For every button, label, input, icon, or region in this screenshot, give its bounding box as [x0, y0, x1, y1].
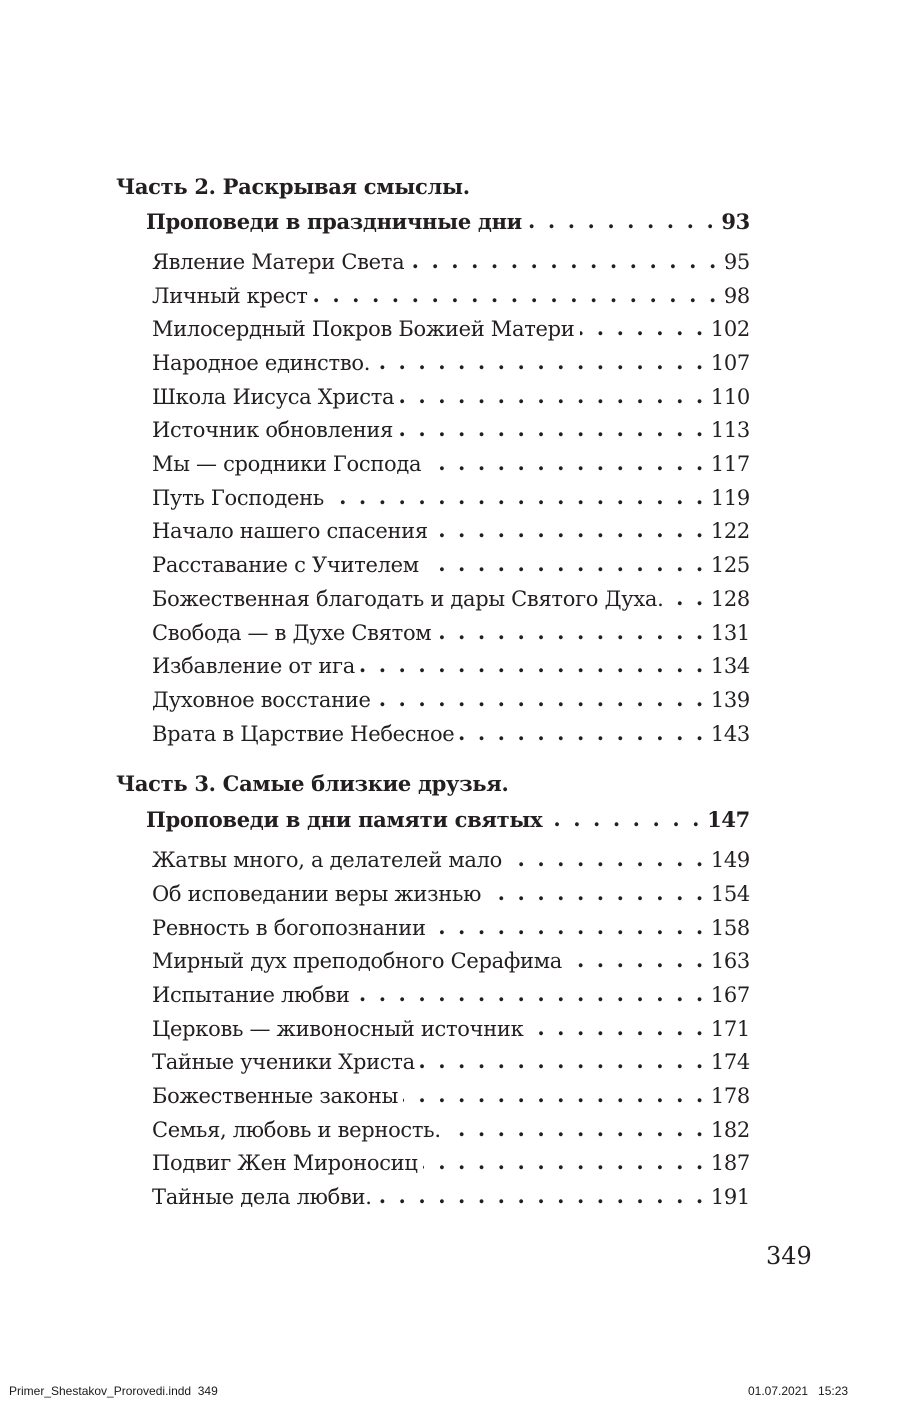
toc-entry-label: Школа Иисуса Христа	[152, 385, 395, 409]
dot-leader	[580, 315, 706, 336]
toc-entry[interactable]	[152, 484, 750, 510]
dot-leader	[360, 652, 706, 673]
dot-leader	[433, 517, 706, 538]
dot-leader	[446, 1116, 706, 1137]
dot-leader	[313, 282, 719, 303]
toc-entry-label: Проповеди в праздничные дни	[146, 209, 522, 234]
print-slug-filename: Primer_Shestakov_Prorovedi.indd 349	[9, 1384, 218, 1398]
toc-entry-label: Мы — сродники Господа	[152, 452, 422, 476]
dot-leader	[486, 880, 706, 901]
toc-entry[interactable]	[152, 914, 750, 940]
toc-entry[interactable]	[152, 619, 750, 645]
toc-entry-label: Ревность в богопознании	[152, 916, 426, 940]
dot-leader	[377, 1183, 706, 1204]
toc-entry-label: Источник обновления	[152, 418, 394, 442]
toc-entry[interactable]	[152, 416, 750, 442]
toc-entry[interactable]	[152, 846, 750, 872]
toc-entry[interactable]	[152, 585, 750, 611]
toc-entry-page: 143	[710, 722, 750, 746]
toc-entry-page: 191	[710, 1185, 750, 1209]
toc-entry-label: Явление Матери Света	[152, 250, 405, 274]
toc-entry-page: 95	[723, 250, 750, 274]
dot-leader	[668, 585, 705, 606]
toc-entry[interactable]	[152, 1015, 750, 1041]
toc-entry-page: 174	[710, 1050, 750, 1074]
toc-entry-label: Путь Господень	[152, 486, 324, 510]
toc-entry-page: 117	[710, 452, 750, 476]
dot-leader	[398, 416, 706, 437]
toc-entry[interactable]	[152, 282, 750, 308]
toc-entry-label: Милосердный Покров Божией Матери	[152, 317, 575, 341]
toc-entry-page: 98	[723, 284, 750, 308]
toc-entry-page: 149	[710, 848, 750, 872]
toc-entry-label: Духовное восстание	[152, 688, 371, 712]
toc-entry-page: 131	[710, 621, 750, 645]
dot-leader	[459, 720, 705, 741]
toc-entry-page: 139	[710, 688, 750, 712]
dot-leader	[547, 806, 702, 827]
toc-entry-page: 171	[710, 1017, 750, 1041]
dot-leader	[420, 1048, 706, 1069]
toc-entry-page: 119	[710, 486, 750, 510]
toc-entry[interactable]	[152, 517, 750, 543]
dot-leader	[399, 383, 706, 404]
dot-leader	[426, 450, 706, 471]
toc-entry[interactable]	[152, 315, 750, 341]
toc-entry-page: 122	[710, 519, 750, 543]
toc-entry-label: Расставание с Учителем	[152, 553, 419, 577]
toc-entry[interactable]	[152, 652, 750, 678]
toc-entry-page: 102	[710, 317, 750, 341]
toc-entry-label: Начало нашего спасения	[152, 519, 428, 543]
part-title: Часть 2. Раскрывая смыслы.	[116, 174, 470, 199]
dot-leader	[329, 484, 706, 505]
toc-entry-label: Народное единство.	[152, 351, 371, 375]
toc-entry-label: Подвиг Жен Мироносиц	[152, 1151, 418, 1175]
toc-entry-page: 110	[710, 385, 750, 409]
toc-entry[interactable]	[152, 1149, 750, 1175]
dot-leader	[436, 619, 705, 640]
toc-entry[interactable]	[152, 981, 750, 1007]
toc-entry-page: 187	[710, 1151, 750, 1175]
toc-entry-label: Проповеди в дни памяти святых	[146, 807, 543, 832]
toc-entry-label: Жатвы много, а делателей мало	[152, 848, 502, 872]
toc-entry-label: Церковь — живоносный источник	[152, 1017, 524, 1041]
toc-entry-label: Об исповедании веры жизнью	[152, 882, 482, 906]
dot-leader	[355, 981, 706, 1002]
toc-entry[interactable]	[152, 1183, 750, 1209]
part-title: Часть 3. Самые близкие друзья.	[116, 771, 509, 796]
toc-entry-page: 128	[710, 587, 750, 611]
toc-entry[interactable]	[152, 720, 750, 746]
toc-entry-label: Испытание любви	[152, 983, 350, 1007]
toc-entry-label: Свобода — в Духе Святом	[152, 621, 432, 645]
toc-section-entry[interactable]	[146, 208, 750, 234]
toc-entry[interactable]	[152, 1116, 750, 1142]
toc-entry-label: Тайные ученики Христа	[152, 1050, 415, 1074]
toc-entry-label: Врата в Царствие Небесное	[152, 722, 455, 746]
toc-entry[interactable]	[152, 349, 750, 375]
toc-entry-page: 93	[721, 209, 750, 234]
dot-leader	[527, 208, 716, 229]
toc-entry-page: 154	[710, 882, 750, 906]
toc-entry[interactable]	[152, 686, 750, 712]
toc-entry[interactable]	[152, 1082, 750, 1108]
toc-entry-label: Мирный дух преподобного Серафима	[152, 949, 562, 973]
toc-entry-page: 147	[707, 807, 750, 832]
toc-entry[interactable]	[152, 880, 750, 906]
dot-leader	[567, 947, 706, 968]
dot-leader	[375, 349, 706, 370]
toc-entry-page: 107	[710, 351, 750, 375]
toc-entry-page: 113	[710, 418, 750, 442]
dot-leader	[376, 686, 706, 707]
dot-leader	[424, 551, 706, 572]
dot-leader	[431, 914, 706, 935]
toc-entry-page: 158	[710, 916, 750, 940]
toc-entry-page: 125	[710, 553, 750, 577]
toc-entry-label: Семья, любовь и верность.	[152, 1118, 441, 1142]
toc-entry-label: Божественные законы	[152, 1084, 399, 1108]
toc-entry[interactable]	[152, 947, 750, 973]
toc-entry[interactable]	[152, 248, 750, 274]
toc-entry-label: Божественная благодать и дары Святого Духа.	[152, 587, 664, 611]
dot-leader	[423, 1149, 706, 1170]
dot-leader	[409, 248, 719, 269]
dot-leader	[403, 1082, 706, 1103]
toc-entry[interactable]	[152, 551, 750, 577]
toc-entry-page: 178	[710, 1084, 750, 1108]
print-slug-datetime: 01.07.2021 15:23	[748, 1384, 849, 1398]
toc-entry-page: 134	[710, 654, 750, 678]
dot-leader	[507, 846, 706, 867]
toc-entry-page: 182	[710, 1118, 750, 1142]
toc-entry-page: 167	[710, 983, 750, 1007]
toc-entry[interactable]	[152, 1048, 750, 1074]
page-number: 349	[766, 1242, 812, 1270]
toc-entry-label: Личный крест	[152, 284, 308, 308]
toc-entry-page: 163	[710, 949, 750, 973]
dot-leader	[528, 1015, 705, 1036]
toc-entry[interactable]	[152, 383, 750, 409]
toc-entry-label: Тайные дела любви.	[152, 1185, 372, 1209]
toc-section-entry[interactable]	[146, 806, 750, 832]
toc-entry[interactable]	[152, 450, 750, 476]
toc-entry-label: Избавление от ига	[152, 654, 355, 678]
